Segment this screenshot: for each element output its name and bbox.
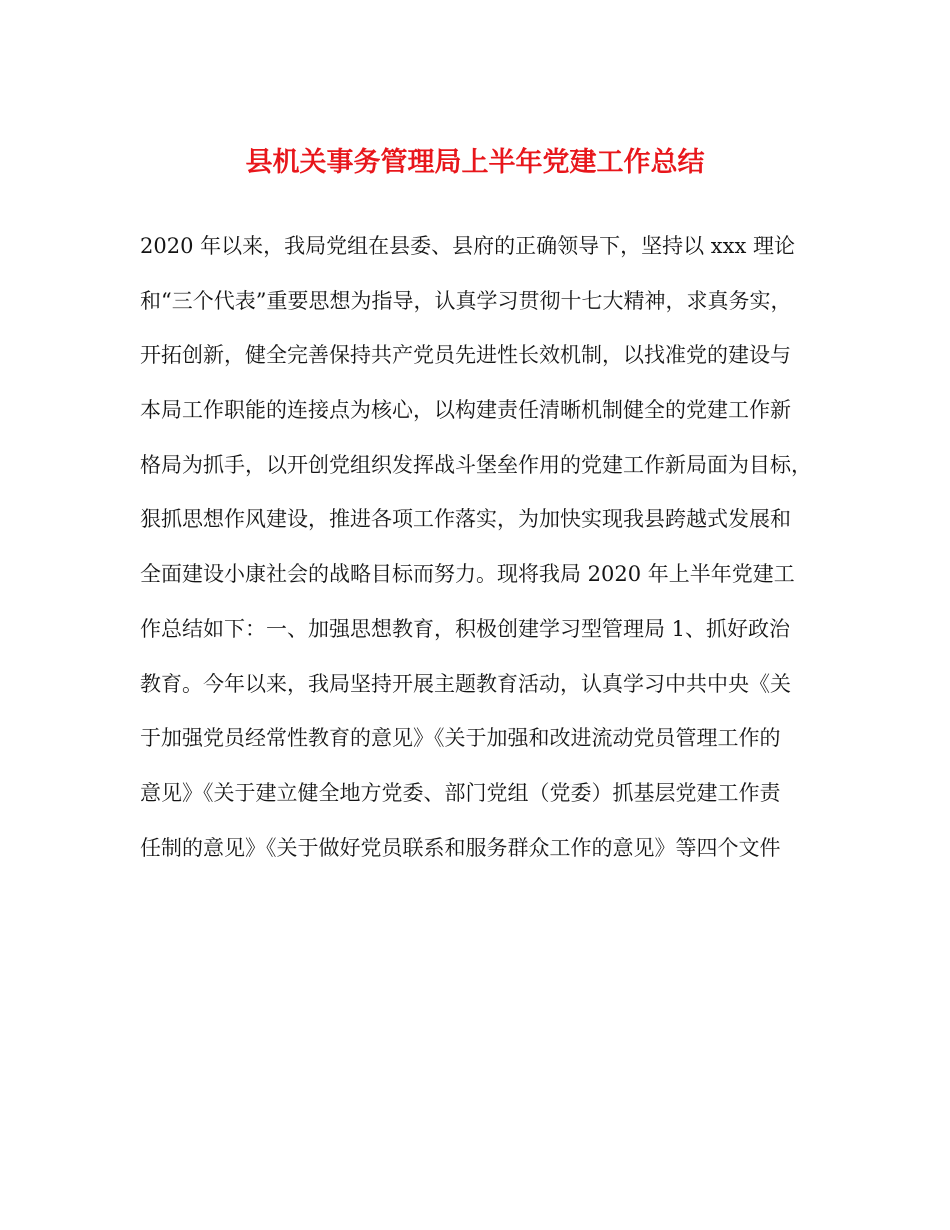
body-line: 作总结如下：一、加强思想教育，积极创建学习型管理局 1、抓好政治: [140, 616, 791, 641]
body-line: 本局工作职能的连接点为核心，以构建责任清晰机制健全的党建工作新: [140, 398, 791, 423]
body-line: 意见》《关于建立健全地方党委、部门党组（党委）抓基层党建工作责: [140, 780, 781, 805]
body-line: 开拓创新，健全完善保持共产党员先进性长效机制，以找准党的建设与: [140, 343, 791, 368]
body-line: 全面建设小康社会的战略目标而努力。现将我局 2020 年上半年党建工: [140, 562, 795, 587]
body-line: 于加强党员经常性教育的意见》《关于加强和改进流动党员管理工作的: [140, 726, 781, 751]
document-title: 县机关事务管理局上半年党建工作总结: [245, 147, 705, 178]
body-line: 教育。今年以来，我局坚持开展主题教育活动，认真学习中共中央《关: [140, 671, 791, 696]
body-line: 狠抓思想作风建设，推进各项工作落实，为加快实现我县跨越式发展和: [140, 507, 791, 532]
body-line: 任制的意见》《关于做好党员联系和服务群众工作的意见》等四个文件: [140, 835, 781, 860]
body-line: 格局为抓手，以开创党组织发挥战斗堡垒作用的党建工作新局面为目标，: [140, 452, 812, 477]
body-line: 和“三个代表”重要思想为指导，认真学习贯彻十七大精神，求真务实，: [140, 288, 792, 313]
document-body: [140, 226, 830, 882]
body-line: 2020 年以来，我局党组在县委、县府的正确领导下，坚持以 xxx 理论: [140, 234, 795, 258]
